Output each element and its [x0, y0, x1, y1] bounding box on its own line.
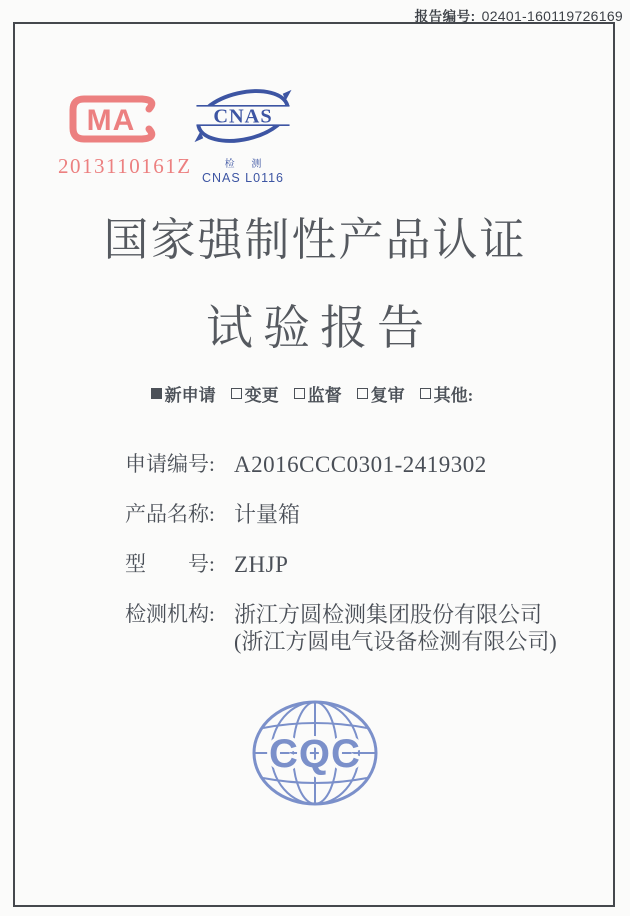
checkbox-label: 监督	[307, 386, 342, 405]
field-label: 型 号:	[125, 552, 221, 576]
checkbox-item	[294, 381, 342, 406]
field-row	[125, 601, 557, 655]
checkbox-checked-icon	[151, 388, 162, 399]
svg-text:CQC: CQC	[269, 732, 361, 776]
checkbox-unchecked-icon	[420, 388, 431, 399]
field-value: A2016CCC0301-2419302	[234, 452, 487, 477]
checkbox-unchecked-icon	[357, 388, 368, 399]
field-value: 浙江方圆检测集团股份有限公司	[234, 602, 543, 627]
report-number-label: 报告编号:	[414, 9, 476, 24]
cnas-scope-label: 检 测	[224, 159, 269, 170]
checkbox-item	[151, 381, 216, 406]
report-number-value: 02401-160119726169	[481, 8, 623, 24]
cnas-lab-number: CNAS L0116	[201, 171, 285, 185]
svg-text:MA: MA	[86, 104, 136, 137]
cnas-logo-block	[188, 84, 298, 185]
cnas-logo-icon	[190, 84, 296, 148]
field-row	[125, 501, 300, 528]
field-value-group	[234, 551, 288, 578]
checkbox-item	[357, 381, 405, 406]
checkbox-label: 其他:	[433, 386, 474, 405]
field-label: 检测机构:	[125, 602, 221, 626]
field-value-group	[234, 501, 300, 528]
field-value-group	[234, 451, 487, 478]
field-value: 计量箱	[234, 502, 301, 527]
checkbox-label: 新申请	[164, 386, 216, 405]
field-label: 申请编号:	[125, 452, 221, 476]
cma-certificate-number: 2013110161Z	[58, 154, 192, 178]
checkbox-unchecked-icon	[231, 388, 242, 399]
cma-logo-icon	[62, 90, 166, 148]
field-label: 产品名称:	[125, 502, 221, 526]
checkbox-unchecked-icon	[294, 388, 305, 399]
sub-title: 试验报告	[206, 303, 434, 355]
field-value-group	[234, 601, 557, 655]
field-row	[125, 451, 487, 478]
cma-logo-block	[58, 90, 192, 179]
main-title: 国家强制性产品认证	[103, 215, 527, 265]
svg-text:CNAS: CNAS	[213, 105, 273, 128]
field-row	[125, 551, 288, 578]
cqc-logo-block	[250, 698, 380, 813]
field-value: ZHJP	[234, 552, 289, 577]
checkbox-item	[231, 381, 279, 406]
checkbox-item	[420, 381, 474, 406]
cqc-logo-icon	[250, 698, 380, 808]
checkbox-label: 变更	[244, 386, 279, 405]
checkbox-label: 复审	[370, 386, 405, 405]
field-value-secondary: (浙江方圆电气设备检测有限公司)	[234, 629, 557, 654]
application-type-row	[13, 381, 611, 406]
